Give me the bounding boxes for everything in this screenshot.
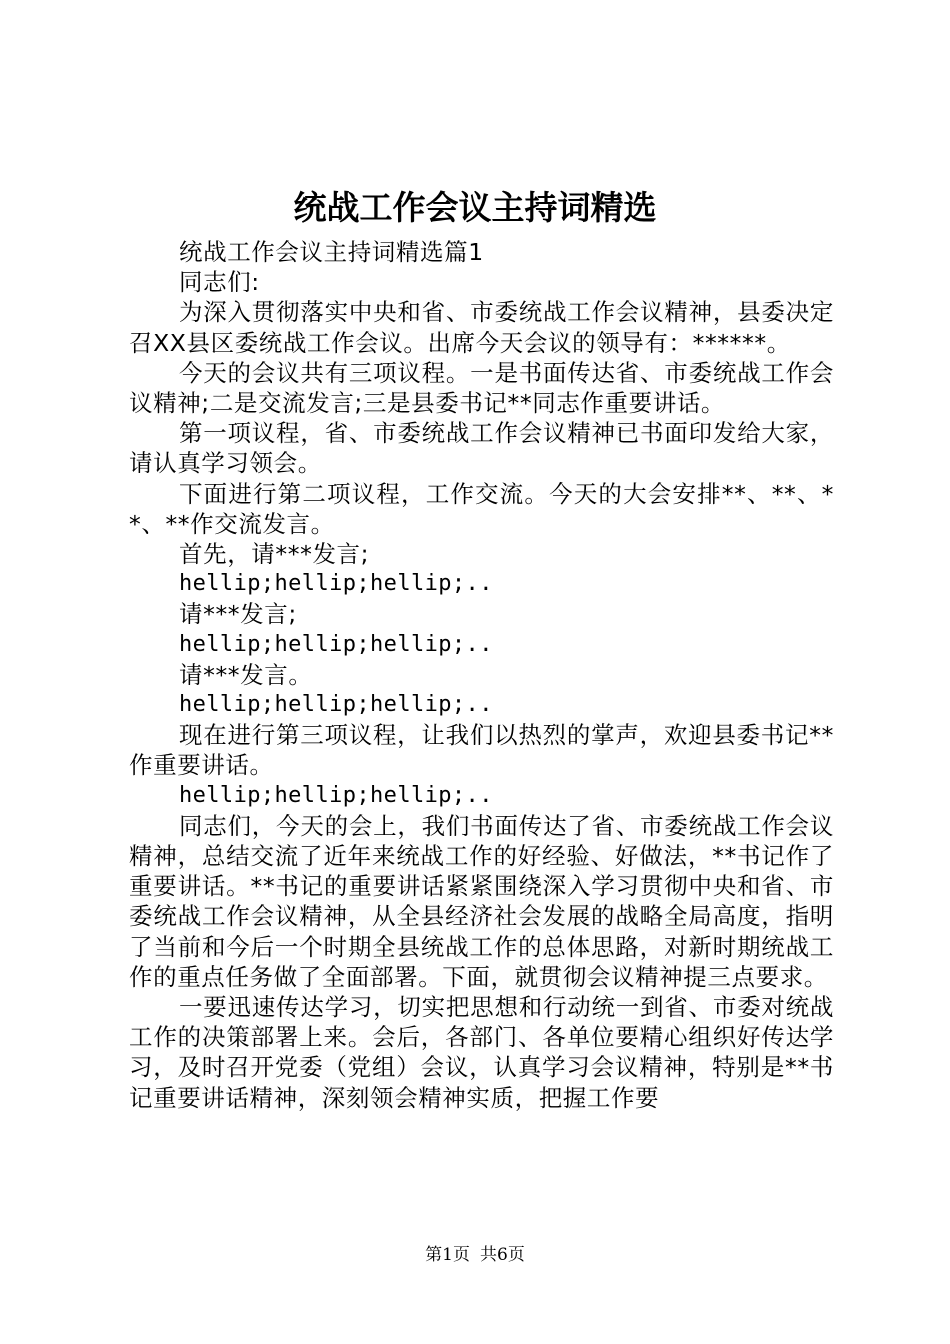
body-paragraph: 一要迅速传达学习，切实把思想和行动统一到省、市委对统战工作的决策部署上来。会后，各部门、各单位要精心组织好传达学习，及时召开党委（党组）会议，认真学习会议精神，特别是**书记重要讲话精神，深刻领会精神实质，把握工作要 <box>129 993 834 1112</box>
body-paragraph: 同志们，今天的会上，我们书面传达了省、市委统战工作会议精神，总结交流了近年来统战工作的好经验、好做法，**书记作了重要讲话。**书记的重要讲话紧紧围绕深入学习贯彻中央和省、市委统战工作会议精神，从全县经济社会发展的战略全局高度，指明了当前和今后一个时期全县统战工作的总体思路，对新时期统战工作的重点任务做了全面部署。下面，就贯彻会议精神提三点要求。 <box>129 811 834 991</box>
ellipsis-line: hellip;hellip;hellip;.. <box>179 631 493 657</box>
body-paragraph: 现在进行第三项议程，让我们以热烈的掌声，欢迎县委书记**作重要讲话。 <box>129 721 834 780</box>
page-footer <box>0 1243 950 1267</box>
salutation: 同志们: <box>179 268 260 297</box>
page-number: 第1页 <box>425 1245 470 1265</box>
document-body <box>129 237 834 1113</box>
body-paragraph: 请***发言。 <box>179 660 313 689</box>
page-total: 共6页 <box>480 1245 525 1265</box>
body-paragraph: 请***发言; <box>179 600 297 629</box>
body-paragraph: 为深入贯彻落实中央和省、市委统战工作会议精神，县委决定召XX县区委统战工作会议。出席今天会议的领导有：******。 <box>129 298 834 357</box>
ellipsis-line: hellip;hellip;hellip;.. <box>179 782 493 808</box>
document-title: 统战工作会议主持词精选 <box>293 188 657 227</box>
ellipsis-line: hellip;hellip;hellip;.. <box>179 571 493 597</box>
body-paragraph: 下面进行第二项议程，工作交流。今天的大会安排**、**、**、**作交流发言。 <box>129 479 834 538</box>
body-paragraph: 首先，请***发言; <box>179 540 370 569</box>
ellipsis-line: hellip;hellip;hellip;.. <box>179 692 493 718</box>
body-paragraph: 今天的会议共有三项议程。一是书面传达省、市委统战工作会议精神;二是交流发言;三是县委书记**同志作重要讲话。 <box>129 358 834 418</box>
section-heading: 统战工作会议主持词精选篇1 <box>179 238 484 266</box>
body-paragraph: 第一项议程，省、市委统战工作会议精神已书面印发给大家，请认真学习领会。 <box>129 419 834 478</box>
